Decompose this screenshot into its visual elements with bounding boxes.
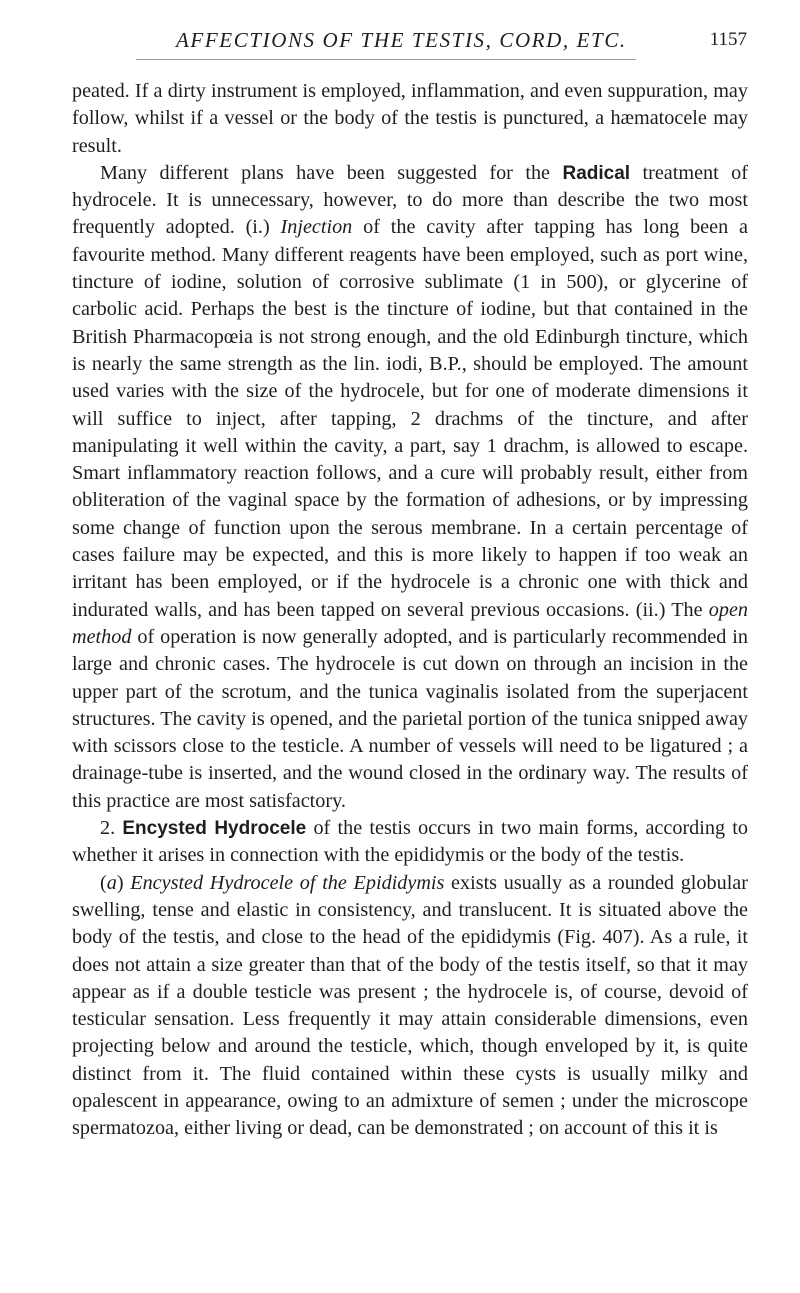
paragraph-text: peated. If a dirty instrument is employed, inflammation, and even suppuration, may follow, whilst if a vessel or the body of the testis is punctured, a hæmatocele may result. — [72, 80, 748, 157]
italic-term-open-method: open method — [72, 598, 748, 648]
running-title: AFFECTIONS OF THE TESTIS, CORD, ETC. — [176, 28, 627, 52]
text-run: treatment of hydrocele. It is unnecessary, however, to do more than describe the two most frequently adopted. (i.) — [72, 161, 749, 239]
header-rule — [136, 59, 636, 60]
body-text — [72, 78, 748, 1143]
bold-term-encysted-hydrocele: Encysted Hydrocele — [122, 818, 307, 840]
text-run: exists usually as a rounded globular swelling, tense and elastic in consistency, and translucent. It is situated above the body of the testis, and close to the head of the epididymis (Fig. 407). As a rule, it does not attain a size greater than that of the body of the testis itself, so that it may appear as if a double testicle was present ; the hydrocele is, of course, devoid of testicular sensation. Less frequently it may attain considerable dimensions, even projecting below and around the testicle, which, though enveloped by it, is quite distinct from it. The fluid contained within these cysts is usually milky and opalescent in appearance, owing to an admixture of semen ; under the microscope spermatozoa, either living or dead, can be demonstrated ; on account of this it is — [72, 871, 748, 1140]
page-number: 1157 — [709, 29, 747, 50]
text-run: of the testis occurs in two main forms, according to whether it arises in connection with the epididymis or the body of the testis. — [72, 817, 748, 867]
paragraph-continuation — [72, 78, 748, 160]
text-run: Many different plans have been suggested for the — [100, 161, 563, 184]
text-run: of operation is now generally adopted, and is particularly recommended in large and chronic cases. The hydrocele is cut down on through an incision in the upper part of the scrotum, and the tunica vaginalis isolated from the superjacent structures. The cavity is opened, and the parietal portion of the tunica snipped away with scissors close to the testicle. A number of vessels will need to be ligatured ; a drainage-tube is inserted, and the wound closed in the ordinary way. The results of this practice are most satisfactory. — [72, 625, 748, 812]
paragraph-epididymis — [72, 870, 748, 1143]
text-run: of the cavity after tapping has long been a favourite method. Many different reagents have been employed, such as port wine, tincture of iodine, solution of corrosive sublimate (1 in 500), or glycerine of carbolic acid. Perhaps the best is the tincture of iodine, but that contained in the British Pharmacopœia is not strong enough, and the old Edinburgh tincture, which is nearly the same strength as the lin. iodi, B.P., should be employed. The amount used varies with the size of the hydrocele, but for one of moderate dimensions it will suffice to inject, after tapping, 2 drachms of the tincture, and after manipulating it well within the cavity, a part, say 1 drachm, is allowed to escape. Smart inflammatory reaction follows, and a cure will probably result, either from obliteration of the vaginal space by the formation of adhesions, or by impressing some change of function upon the serous membrane. In a certain percentage of cases failure may be expected, and this is more likely to happen if too weak an irritant has been employed, or if the hydrocele is a chronic one with thick and indurated walls, and has been tapped on several previous occasions. (ii.) The — [72, 216, 748, 621]
text-run: ) — [116, 871, 131, 894]
running-head — [72, 28, 747, 58]
italic-term-injection: Injection — [280, 216, 353, 239]
paragraph-radical-treatment — [72, 160, 748, 815]
text-run: 2. — [100, 817, 123, 840]
text-run: ( — [100, 871, 107, 894]
bold-term-radical: Radical — [562, 162, 631, 184]
paragraph-encysted-hydrocele — [72, 815, 748, 870]
italic-heading-epididymis: Encysted Hydrocele of the Epididymis — [130, 871, 445, 894]
italic-letter-a: a — [106, 871, 117, 894]
